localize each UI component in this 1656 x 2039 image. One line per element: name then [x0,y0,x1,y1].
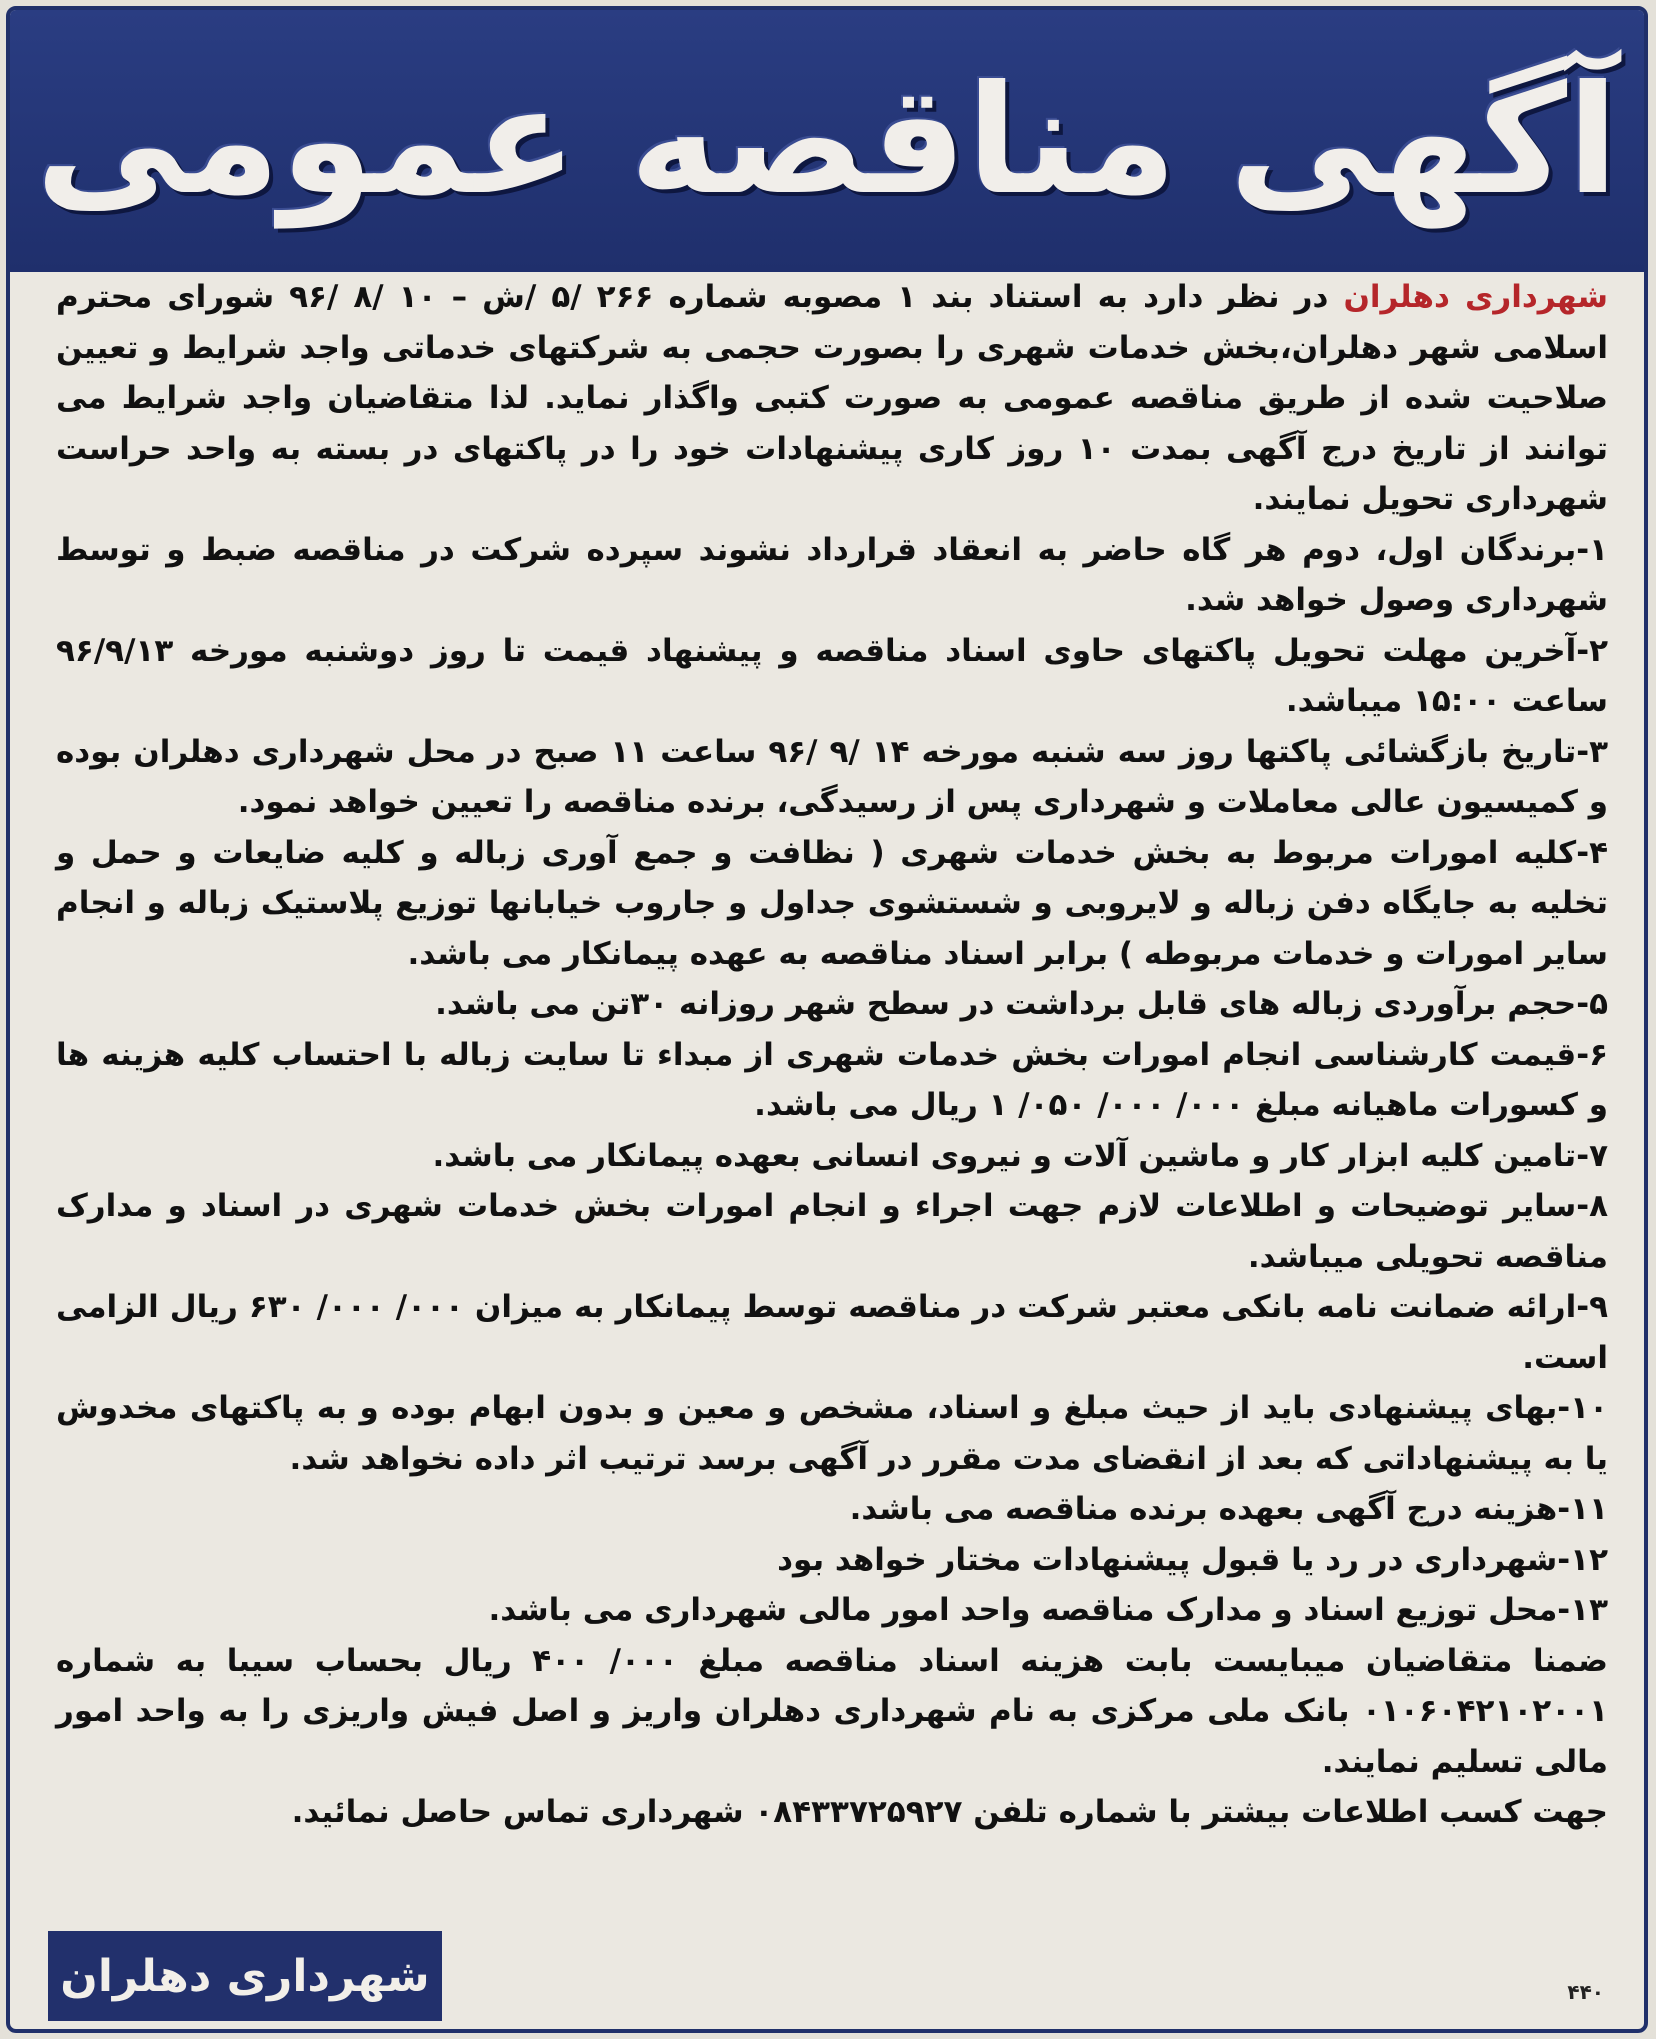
clause-10: ۱۰-بهای پیشنهادی باید از حیث مبلغ و اسناد، مشخص و معین و بدون ابهام بوده و به پاکتهای مخدوش یا به پیشنهاداتی که بعد از انقضای مدت مقرر در آگهی برسد ترتیب اثر داده نخواهد شد. [56,1390,1608,1477]
title-banner [10,10,1644,272]
intro-paragraph [56,272,1608,525]
footer-signature-box [48,1931,442,2021]
clause-3: ۳-تاریخ بازگشائی پاکتها روز سه شنبه مورخه ۱۴ /۹ /۹۶ ساعت ۱۱ صبح در محل شهرداری دهلران بوده و کمیسیون عالی معاملات و شهرداری پس از رسیدگی، برنده مناقصه را تعیین خواهد نمود. [56,733,1609,820]
clause-11: ۱۱-هزینه درج آگهی بعهده برنده مناقصه می باشد. [849,1491,1608,1527]
contact-note: جهت کسب اطلاعات بیشتر با شماره تلفن ۰۸۴۳۳۷۲۵۹۲۷ شهرداری تماس حاصل نمائید. [291,1794,1608,1830]
footer-municipality-name: شهرداری دهلران [60,1950,430,2002]
tender-notice [6,6,1648,2033]
clause-2: ۲-آخرین مهلت تحویل پاکتهای حاوی اسناد مناقصه و پیشنهاد قیمت تا روز دوشنبه مورخه ۹۶/۹/۱۳ ساعت ۱۵:۰۰ میباشد. [56,632,1608,719]
clause-1: ۱-برندگان اول، دوم هر گاه حاضر به انعقاد قرارداد نشوند سپرده شرکت در مناقصه ضبط و توسط شهرداری وصول خواهد شد. [56,531,1608,618]
clause-7: ۷-تامین کلیه ابزار کار و ماشین آلات و نیروی انسانی بعهده پیمانکار می باشد. [432,1137,1608,1174]
page-number: ۴۴۰ [1567,1980,1604,2004]
notice-title: آگهی مناقصه عمومی [35,54,1619,228]
intro-text: در نظر دارد به استناد بند ۱ مصوبه شماره ۲۶۶ /۵ /ش – ۱۰ /۸ /۹۶ شورای محترم اسلامی شهر دهلران،بخش خدمات شهری را بصورت حجمی به شرکتهای خدماتی واجد شرایط و تعیین صلاحیت شده از طریق مناقصه عمومی به صورت کتبی واگذار نماید. لذا متقاضیان واجد شرایط می توانند از تاریخ درج آگهی بمدت ۱۰ روز کاری پیشنهادات خود را در پاکتهای در بسته به واحد حراست شهرداری تحویل نمایند. [56,279,1608,517]
clause-6: ۶-قیمت کارشناسی انجام امورات بخش خدمات شهری از مبداء تا سایت زباله با احتساب کلیه هزینه ها و کسورات ماهیانه مبلغ ۰۰۰/ ۰۰۰/ ۰۵۰/ ۱ ریال می باشد. [56,1036,1608,1123]
clause-8: ۸-سایر توضیحات و اطلاعات لازم جهت اجراء و انجام امورات بخش خدمات شهری در اسناد و مدارک مناقصه تحویلی میباشد. [56,1188,1608,1275]
payment-note: ضمنا متقاضیان میبایست بابت هزینه اسناد مناقصه مبلغ ۰۰۰/ ۴۰۰ ریال بحساب سیبا به شماره ۰۱۰۶۰۴۲۱۰۲۰۰۱ بانک ملی مرکزی به نام شهرداری دهلران واریز و اصل فیش واریزی را به واحد امور مالی تسلیم نمایند. [56,1642,1609,1780]
notice-body [56,272,1608,1838]
clause-9: ۹-ارائه ضمانت نامه بانکی معتبر شرکت در مناقصه توسط پیمانکار به میزان ۰۰۰/ ۰۰۰/ ۶۳۰ ریال الزامی است. [56,1289,1609,1376]
clause-4: ۴-کلیه امورات مربوط به بخش خدمات شهری ( نظافت و جمع آوری زباله و کلیه ضایعات و حمل و تخلیه به جایگاه دفن زباله و لایروبی و شستشوی جداول و جاروب خیابانها توزیع پلاستیک زباله و انجام سایر امورات و خدمات مربوطه ) برابر اسناد مناقصه به عهده پیمانکار می باشد. [56,834,1608,972]
clause-5: ۵-حجم برآوردی زباله های قابل برداشت در سطح شهر روزانه ۳۰تن می باشد. [435,986,1608,1022]
municipality-name: شهرداری دهلران [1343,279,1608,315]
clause-13: ۱۳-محل توزیع اسناد و مدارک مناقصه واحد امور مالی شهرداری می باشد. [488,1592,1608,1628]
clause-12: ۱۲-شهرداری در رد یا قبول پیشنهادات مختار خواهد بود [777,1541,1608,1578]
